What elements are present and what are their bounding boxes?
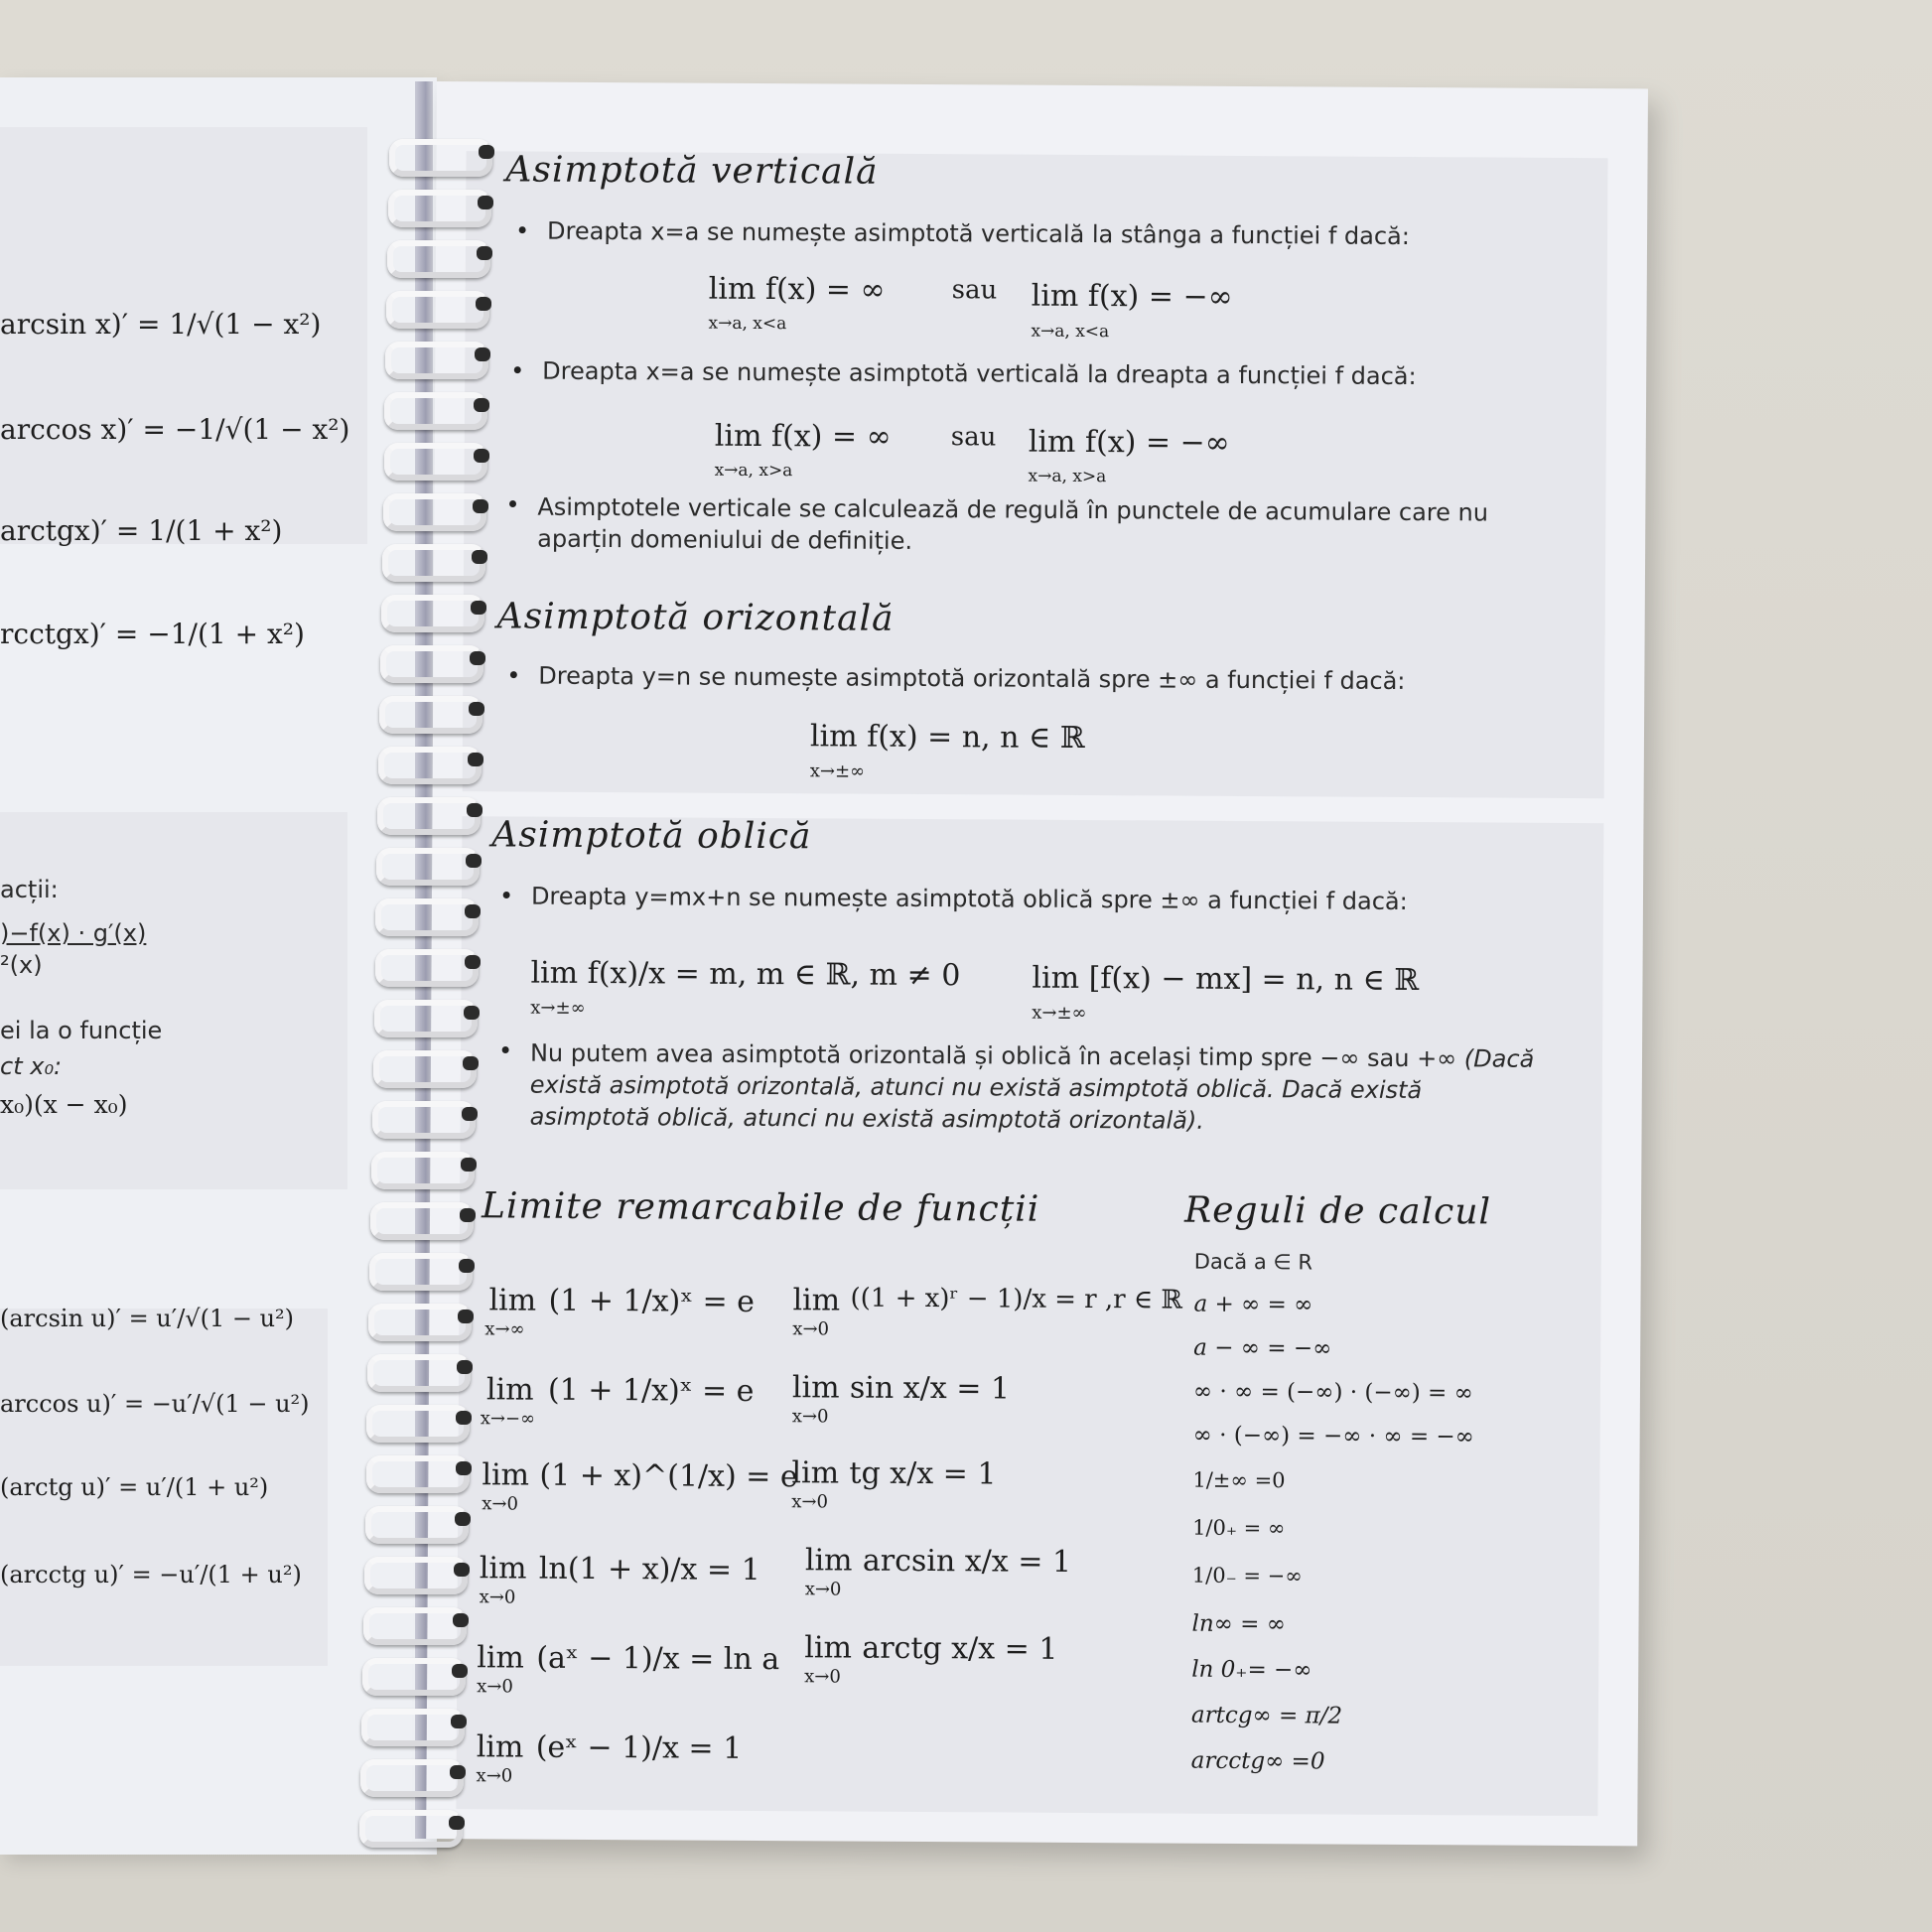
spiral-ring	[375, 898, 479, 936]
limit-lim: lim	[479, 1551, 527, 1587]
ring-hole	[451, 1715, 467, 1728]
ring-hole	[462, 1107, 478, 1121]
or-label: sau	[950, 422, 997, 453]
ring-hole	[465, 955, 481, 969]
spiral-ring	[359, 1810, 463, 1848]
spiral-ring	[377, 797, 481, 835]
spiral-ring	[384, 443, 487, 481]
spiral-ring	[389, 139, 492, 177]
oblique-slope-limit: lim f(x)/x = m, m ∈ ℝ, m ≠ 0	[530, 955, 961, 994]
rule-item: 1/0₋ = −∞	[1191, 1563, 1303, 1588]
left-fragment: x₀)(x − x₀)	[0, 1090, 128, 1119]
left-composed: (arctg u)′ = u′/(1 + u²)	[0, 1473, 269, 1501]
spiral-ring	[380, 645, 483, 683]
spiral-ring	[378, 747, 482, 784]
horizontal-bullet-1: Dreapta y=n se numește asimptotă orizontală spre ±∞ a funcției f dacă:	[538, 661, 1406, 695]
left-composed: arccos u)′ = −u′/√(1 − u²)	[0, 1390, 310, 1418]
limit-lim: lim	[791, 1455, 840, 1491]
spiral-ring	[375, 949, 479, 987]
ring-hole	[463, 1056, 479, 1070]
limit-sub: x→0	[479, 1587, 516, 1608]
limit-expression: (eˣ − 1)/x = 1	[535, 1729, 743, 1766]
limit-sub: x→0	[476, 1765, 513, 1787]
rule-item: a + ∞ = ∞	[1193, 1291, 1313, 1318]
limit-expression: sin x/x = 1	[849, 1370, 1011, 1407]
limit-lim: lim	[476, 1729, 524, 1765]
limit-sub: x→∞	[484, 1318, 525, 1340]
bullet-icon: •	[514, 216, 530, 245]
limit-lim: lim	[791, 1370, 840, 1406]
horizontal-title: Asimptotă orizontală	[496, 596, 895, 639]
vertical-left-sub: x→a, x<a	[1031, 321, 1110, 343]
vertical-left-sub: x→a, x<a	[708, 313, 787, 335]
limit-expression: (1 + 1/x)ˣ = e	[548, 1283, 756, 1319]
ring-hole	[477, 246, 492, 260]
spiral-ring	[364, 1557, 468, 1594]
bullet-icon: •	[510, 356, 525, 385]
left-fragment: acții:	[0, 876, 59, 903]
oblique-bullet-1: Dreapta y=mx+n se numește asimptotă oblică spre ±∞ a funcției f dacă:	[530, 882, 1408, 915]
ring-hole	[475, 347, 490, 361]
spiral-ring	[366, 1455, 470, 1493]
left-derivative: arctgx)′ = 1/(1 + x²)	[0, 514, 283, 547]
ring-hole	[457, 1360, 473, 1374]
rule-item: a − ∞ = −∞	[1193, 1334, 1332, 1362]
bullet-icon: •	[505, 490, 520, 519]
ring-hole	[472, 550, 487, 564]
spiral-ring	[373, 1050, 477, 1088]
left-derivative: arccos x)′ = −1/√(1 − x²)	[0, 413, 350, 446]
limit-sub: x→0	[477, 1676, 513, 1698]
ring-hole	[470, 651, 485, 665]
limit-expression: (1 + x)^(1/x) = e	[539, 1457, 798, 1495]
left-fragment: )−f(x) · g′(x)	[0, 919, 147, 947]
spiral-ring	[367, 1354, 471, 1392]
rule-item: arcctg∞ =0	[1190, 1747, 1325, 1775]
spiral-ring	[363, 1607, 467, 1645]
ring-hole	[467, 803, 483, 817]
spiral-ring	[382, 544, 485, 582]
ring-hole	[460, 1208, 476, 1222]
limit-expression: ((1 + x)ʳ − 1)/x = r ,r ∈ ℝ	[850, 1283, 1183, 1315]
vertical-right-sub: x→a, x>a	[714, 460, 793, 482]
ring-hole	[474, 449, 489, 463]
rule-item: ∞ · ∞ = (−∞) · (−∞) = ∞	[1192, 1378, 1473, 1407]
ring-hole	[461, 1158, 477, 1172]
spiral-ring	[361, 1709, 465, 1746]
ring-hole	[458, 1310, 474, 1323]
oblique-limit-sub: x→±∞	[1032, 1002, 1087, 1025]
ring-hole	[473, 499, 488, 513]
limit-expression: (aˣ − 1)/x = ln a	[536, 1640, 780, 1678]
spiral-ring	[379, 696, 483, 734]
limits-title: Limite remarcabile de funcții	[481, 1185, 1040, 1230]
ring-hole	[468, 753, 483, 766]
vertical-left-limit: lim f(x) = ∞	[708, 271, 886, 308]
rule-item: artcg∞ = π/2	[1190, 1702, 1343, 1729]
limit-lim: lim	[482, 1457, 530, 1493]
limit-sub: x→0	[804, 1666, 841, 1688]
rule-item: 1/0₊ = ∞	[1192, 1515, 1286, 1541]
ring-hole	[454, 1563, 470, 1577]
left-fragment: ct x₀:	[0, 1052, 63, 1080]
spiral-ring	[383, 493, 486, 531]
bullet-icon: •	[498, 882, 514, 910]
limit-expression: arctg x/x = 1	[862, 1630, 1058, 1667]
limit-expression: (1 + 1/x)ˣ = e	[547, 1372, 755, 1409]
limit-sub: x→−∞	[480, 1408, 536, 1430]
left-panel-mid	[0, 812, 347, 1189]
or-label: sau	[951, 275, 998, 306]
vertical-bullet-1: Dreapta x=a se numește asimptotă verticală la stânga a funcției f dacă:	[546, 216, 1410, 250]
ring-hole	[456, 1461, 472, 1475]
spiral-ring	[360, 1759, 464, 1797]
vertical-left-limit-neg: lim f(x) = −∞	[1031, 278, 1233, 315]
left-composed: (arcctg u)′ = −u′/(1 + u²)	[0, 1561, 302, 1588]
ring-hole	[449, 1816, 465, 1830]
oblique-note: Nu putem avea asimptotă orizontală și oblică în același timp spre −∞ sau +∞	[529, 1038, 1464, 1073]
spiral-ring	[370, 1202, 474, 1240]
ring-hole	[466, 854, 482, 868]
spiral-ring	[386, 291, 489, 329]
ring-hole	[453, 1613, 469, 1627]
spiral-ring	[362, 1658, 466, 1696]
ring-hole	[476, 297, 491, 311]
limit-lim: lim	[488, 1283, 537, 1318]
spiral-ring	[368, 1304, 472, 1341]
ring-hole	[452, 1664, 468, 1678]
rule-item: 1/±∞ =0	[1192, 1467, 1286, 1493]
limit-lim: lim	[485, 1372, 534, 1408]
limit-expression: tg x/x = 1	[849, 1455, 997, 1492]
spiral-ring	[365, 1506, 469, 1544]
oblique-title: Asimptotă oblică	[491, 814, 812, 858]
oblique-intercept-limit: lim [f(x) − mx] = n, n ∈ ℝ	[1032, 960, 1420, 999]
ring-hole	[456, 1411, 472, 1425]
oblique-bullet-2	[530, 1037, 1544, 1139]
limit-expression: ln(1 + x)/x = 1	[538, 1551, 760, 1588]
bullet-icon: •	[506, 661, 521, 690]
right-page	[426, 81, 1648, 1846]
vertical-right-limit-neg: lim f(x) = −∞	[1028, 424, 1230, 461]
spiral-ring	[381, 595, 484, 632]
ring-hole	[455, 1512, 471, 1526]
spiral-ring	[372, 1101, 476, 1139]
vertical-right-limit: lim f(x) = ∞	[714, 418, 892, 455]
horizontal-limit: lim f(x) = n, n ∈ ℝ	[809, 719, 1085, 756]
left-derivative: arcsin x)′ = 1/√(1 − x²)	[0, 308, 322, 341]
vertical-title: Asimptotă verticală	[505, 149, 879, 193]
ring-hole	[478, 196, 493, 209]
oblique-panel	[460, 816, 1604, 1240]
ring-hole	[479, 145, 494, 159]
limit-sub: x→0	[791, 1491, 829, 1513]
limit-sub: x→0	[791, 1406, 829, 1428]
vertical-bullet-3: Asimptotele verticale se calculează de regulă în punctele de acumulare care nu aparțin domeniului de definiție.	[537, 492, 1489, 555]
rules-title: Reguli de calcul	[1183, 1189, 1492, 1233]
spiral-ring	[369, 1253, 473, 1291]
ring-hole	[450, 1765, 466, 1779]
spiral-ring	[387, 240, 490, 278]
vertical-right-sub: x→a, x>a	[1028, 466, 1107, 487]
rule-item: ∞ · (−∞) = −∞ · ∞ = −∞	[1192, 1422, 1474, 1450]
bullet-icon: •	[497, 1036, 513, 1065]
rule-item: ln∞ = ∞	[1191, 1610, 1286, 1638]
spiral-ring	[376, 848, 480, 886]
spiral-ring	[374, 1000, 478, 1037]
oblique-note-italic: (Dacă există asimptotă orizontală, atunci nu există asimptotă oblică. Dacă există asimptotă oblică, atunci nu există asimptotă orizontală).	[529, 1044, 1535, 1135]
limit-sub: x→0	[792, 1318, 830, 1340]
ring-hole	[464, 1006, 480, 1020]
limit-lim: lim	[804, 1630, 853, 1666]
horizontal-limit-sub: x→±∞	[809, 760, 866, 782]
vertical-bullet-2: Dreapta x=a se numește asimptotă verticală la dreapta a funcției f dacă:	[542, 356, 1417, 391]
limit-lim: lim	[792, 1283, 841, 1318]
left-composed: (arcsin u)′ = u′/√(1 − u²)	[0, 1305, 295, 1332]
spiral-ring	[385, 342, 488, 379]
limit-sub: x→0	[482, 1493, 518, 1515]
left-fragment: ei la o funcție	[0, 1017, 163, 1044]
rule-item: ln 0₊= −∞	[1191, 1656, 1312, 1684]
spiral-ring	[384, 392, 487, 430]
spiral-ring	[371, 1152, 475, 1189]
rules-intro: Dacă a ∈ R	[1193, 1249, 1313, 1275]
limit-lim: lim	[804, 1543, 853, 1579]
limit-lim: lim	[477, 1640, 525, 1676]
ring-hole	[474, 398, 489, 412]
ring-hole	[459, 1259, 475, 1273]
ring-hole	[471, 601, 486, 615]
ring-hole	[465, 904, 481, 918]
left-derivative: rcctgx)′ = −1/(1 + x²)	[0, 618, 305, 650]
spiral-ring	[388, 190, 491, 227]
oblique-limit-sub: x→±∞	[530, 997, 586, 1019]
horizontal-panel	[463, 613, 1605, 798]
ring-hole	[469, 702, 484, 716]
limit-expression: arcsin x/x = 1	[862, 1543, 1072, 1580]
left-fragment: ²(x)	[0, 951, 43, 979]
limit-sub: x→0	[804, 1579, 842, 1600]
spiral-ring	[366, 1405, 470, 1443]
